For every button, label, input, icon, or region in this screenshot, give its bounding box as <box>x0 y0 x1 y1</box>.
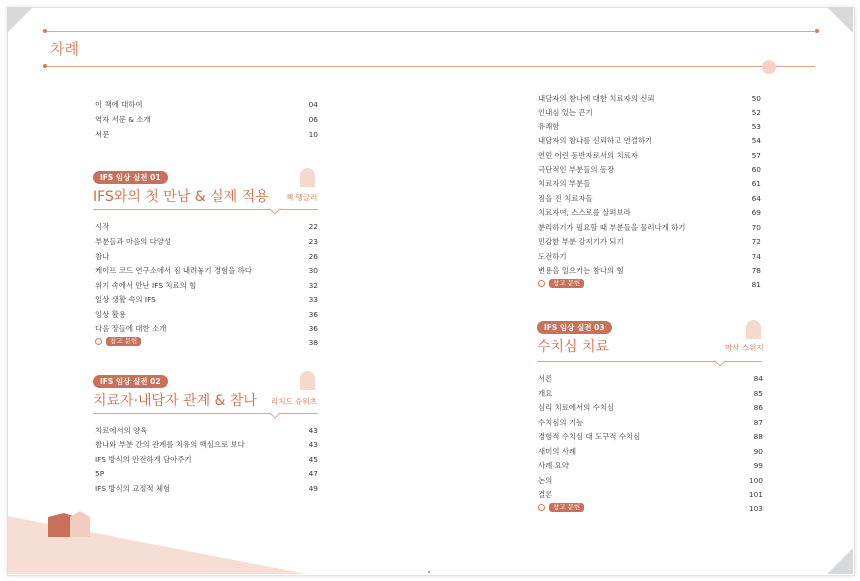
toc-entry[interactable]: 서문 <box>95 130 110 139</box>
toc-entry[interactable]: 내담자의 참나에 대한 치료자의 신뢰 <box>538 94 655 103</box>
toc-page-number: 101 <box>748 490 763 499</box>
toc-entry[interactable]: 케이프 코드 연구소에서 짐 내려놓기 경험을 하다 <box>95 266 252 275</box>
toc-entry[interactable]: 개요 <box>538 389 553 398</box>
corner-fold-bottom-right <box>827 548 853 574</box>
toc-page-number: 23 <box>308 237 318 246</box>
section-title: 수치심 치료 <box>537 339 610 355</box>
section-underline <box>93 209 318 210</box>
toc-entry[interactable]: 심리 치료에서의 수치심 <box>538 403 615 412</box>
toc-page-number: 49 <box>308 484 318 493</box>
section-badge: IFS 임상 실전 03 <box>537 321 612 334</box>
reference-label: 참고 문헌 <box>106 337 141 346</box>
toc-entry[interactable]: 시작 <box>95 222 110 231</box>
section-underline <box>537 361 762 362</box>
circle-bullet-icon <box>538 504 545 511</box>
rule-dot <box>43 29 47 33</box>
toc-page-number: 38 <box>308 338 318 347</box>
toc-entry[interactable]: 분리하기가 필요할 때 부분들을 물러나게 하기 <box>538 223 686 232</box>
toc-entry[interactable]: IFS 방식의 교정적 체험 <box>95 484 171 493</box>
toc-entry[interactable]: 다음 장들에 대한 소개 <box>95 324 167 333</box>
toc-page-number: 22 <box>308 222 318 231</box>
toc-page-number: 10 <box>308 130 318 139</box>
toc-page-number: 47 <box>308 469 318 478</box>
corner-fold-top-left <box>7 7 33 33</box>
toc-entry[interactable]: IFS 방식의 안전하게 담아주기 <box>95 455 192 464</box>
toc-page-number: 90 <box>753 447 763 456</box>
toc-entry[interactable]: 치료자여, 스스로를 살펴보라 <box>538 208 631 217</box>
center-fold-mark <box>428 571 430 573</box>
arch-decoration-icon <box>300 168 315 187</box>
toc-entry[interactable]: 논의 <box>538 476 553 485</box>
reference-entry[interactable] <box>538 279 584 288</box>
toc-page-number: 84 <box>753 374 763 383</box>
toc-page-number: 50 <box>751 94 761 103</box>
toc-entry[interactable]: 새미의 사례 <box>538 447 577 456</box>
toc-page-number: 81 <box>751 280 761 289</box>
header-bottom-rule <box>45 66 815 67</box>
toc-entry[interactable]: 수치심의 기능 <box>538 418 584 427</box>
toc-entry[interactable]: 연민 어린 동반자로서의 치료자 <box>538 151 638 160</box>
toc-entry[interactable]: 민감한 부분 감지기가 되기 <box>538 237 624 246</box>
toc-entry[interactable]: 내담자의 참나를 신뢰하고 연결하기 <box>538 136 653 145</box>
section-author: 마사 스위지 <box>725 343 764 352</box>
section-title: 치료자·내담자 관계 & 참나 <box>93 393 257 409</box>
toc-page-number: 26 <box>308 252 318 261</box>
toc-entry[interactable]: 부분들과 마음의 다양성 <box>95 237 172 246</box>
toc-entry[interactable]: 위기 속에서 만난 IFS 치료의 힘 <box>95 281 197 290</box>
toc-page-number: 88 <box>753 432 763 441</box>
header-top-rule <box>45 31 817 32</box>
toc-entry[interactable]: 극단적인 부분들의 등장 <box>538 165 615 174</box>
toc-page-number: 04 <box>308 100 318 109</box>
section-title: IFS와의 첫 만남 & 실제 적용 <box>93 189 269 205</box>
toc-page-number: 57 <box>751 151 761 160</box>
toc-page-number: 74 <box>751 252 761 261</box>
page-title: 차례 <box>50 40 79 58</box>
toc-entry[interactable]: 임상 활용 <box>95 310 126 319</box>
toc-page-number: 69 <box>751 208 761 217</box>
toc-page-number: 06 <box>308 115 318 124</box>
reference-entry[interactable] <box>538 503 584 512</box>
rule-dot <box>815 29 819 33</box>
toc-page-number: 100 <box>748 476 763 485</box>
toc-page-number: 32 <box>308 281 318 290</box>
toc-entry[interactable]: 서론 <box>538 374 553 383</box>
toc-page-number: 52 <box>751 108 761 117</box>
toc-page-number: 78 <box>751 266 761 275</box>
toc-page-number: 87 <box>753 418 763 427</box>
toc-entry[interactable]: 참나와 부분 간의 관계를 치유의 핵심으로 보다 <box>95 440 245 449</box>
toc-page-number: 45 <box>308 455 318 464</box>
section-author: 책 맹글러 <box>286 193 318 202</box>
toc-page-number: 72 <box>751 237 761 246</box>
toc-page-number: 36 <box>308 324 318 333</box>
toc-entry[interactable]: 치료자의 부분들 <box>538 179 591 188</box>
rule-dot <box>43 64 47 68</box>
arch-decoration-icon <box>746 320 761 339</box>
reference-label: 참고 문헌 <box>549 279 584 288</box>
circle-bullet-icon <box>538 280 545 287</box>
toc-entry[interactable]: 도전하기 <box>538 252 567 261</box>
toc-entry[interactable]: 경험적 수치심 대 도구적 수치심 <box>538 432 641 441</box>
section-underline <box>93 413 318 414</box>
toc-entry[interactable]: 이 책에 대하여 <box>95 100 143 109</box>
toc-page-number: 99 <box>753 461 763 470</box>
toc-entry[interactable]: 참나 <box>95 252 110 261</box>
toc-entry[interactable]: 일상 생활 속의 IFS <box>95 295 156 304</box>
toc-page-number: 36 <box>308 310 318 319</box>
toc-page-number: 70 <box>751 223 761 232</box>
arch-decoration-icon <box>300 371 315 390</box>
toc-entry[interactable]: 변용을 일으키는 참나의 힘 <box>538 266 624 275</box>
toc-page-number: 61 <box>751 179 761 188</box>
house-decoration-icon <box>46 509 90 537</box>
toc-entry[interactable]: 인내심 있는 끈기 <box>538 108 593 117</box>
toc-entry[interactable]: 치료에서의 양육 <box>95 426 148 435</box>
toc-page-number: 85 <box>753 389 763 398</box>
toc-page-number: 43 <box>308 440 318 449</box>
toc-page-number: 53 <box>751 122 761 131</box>
toc-page-number: 64 <box>751 194 761 203</box>
toc-entry[interactable]: 5P <box>95 469 105 478</box>
circle-bullet-icon <box>95 338 102 345</box>
header-circle-decoration <box>762 60 776 74</box>
section-author: 리처드 슈워츠 <box>271 397 317 406</box>
section-badge: IFS 임상 실전 02 <box>93 375 168 388</box>
corner-fold-top-right <box>827 7 853 33</box>
toc-entry[interactable]: 짐을 진 치료자들 <box>538 194 593 203</box>
toc-entry[interactable]: 역자 서문 & 소개 <box>95 115 151 124</box>
toc-entry[interactable]: 결론 <box>538 490 553 499</box>
toc-page-number: 54 <box>751 136 761 145</box>
toc-entry[interactable]: 유쾌함 <box>538 122 560 131</box>
toc-page-number: 60 <box>751 165 761 174</box>
reference-entry[interactable] <box>95 337 141 346</box>
toc-page-number: 43 <box>308 426 318 435</box>
toc-page-number: 33 <box>308 295 318 304</box>
toc-page-number: 30 <box>308 266 318 275</box>
reference-label: 참고 문헌 <box>549 503 584 512</box>
toc-page-number: 86 <box>753 403 763 412</box>
section-badge: IFS 임상 실전 01 <box>93 171 168 184</box>
toc-page-number: 103 <box>748 504 763 513</box>
toc-entry[interactable]: 사례 요약 <box>538 461 569 470</box>
